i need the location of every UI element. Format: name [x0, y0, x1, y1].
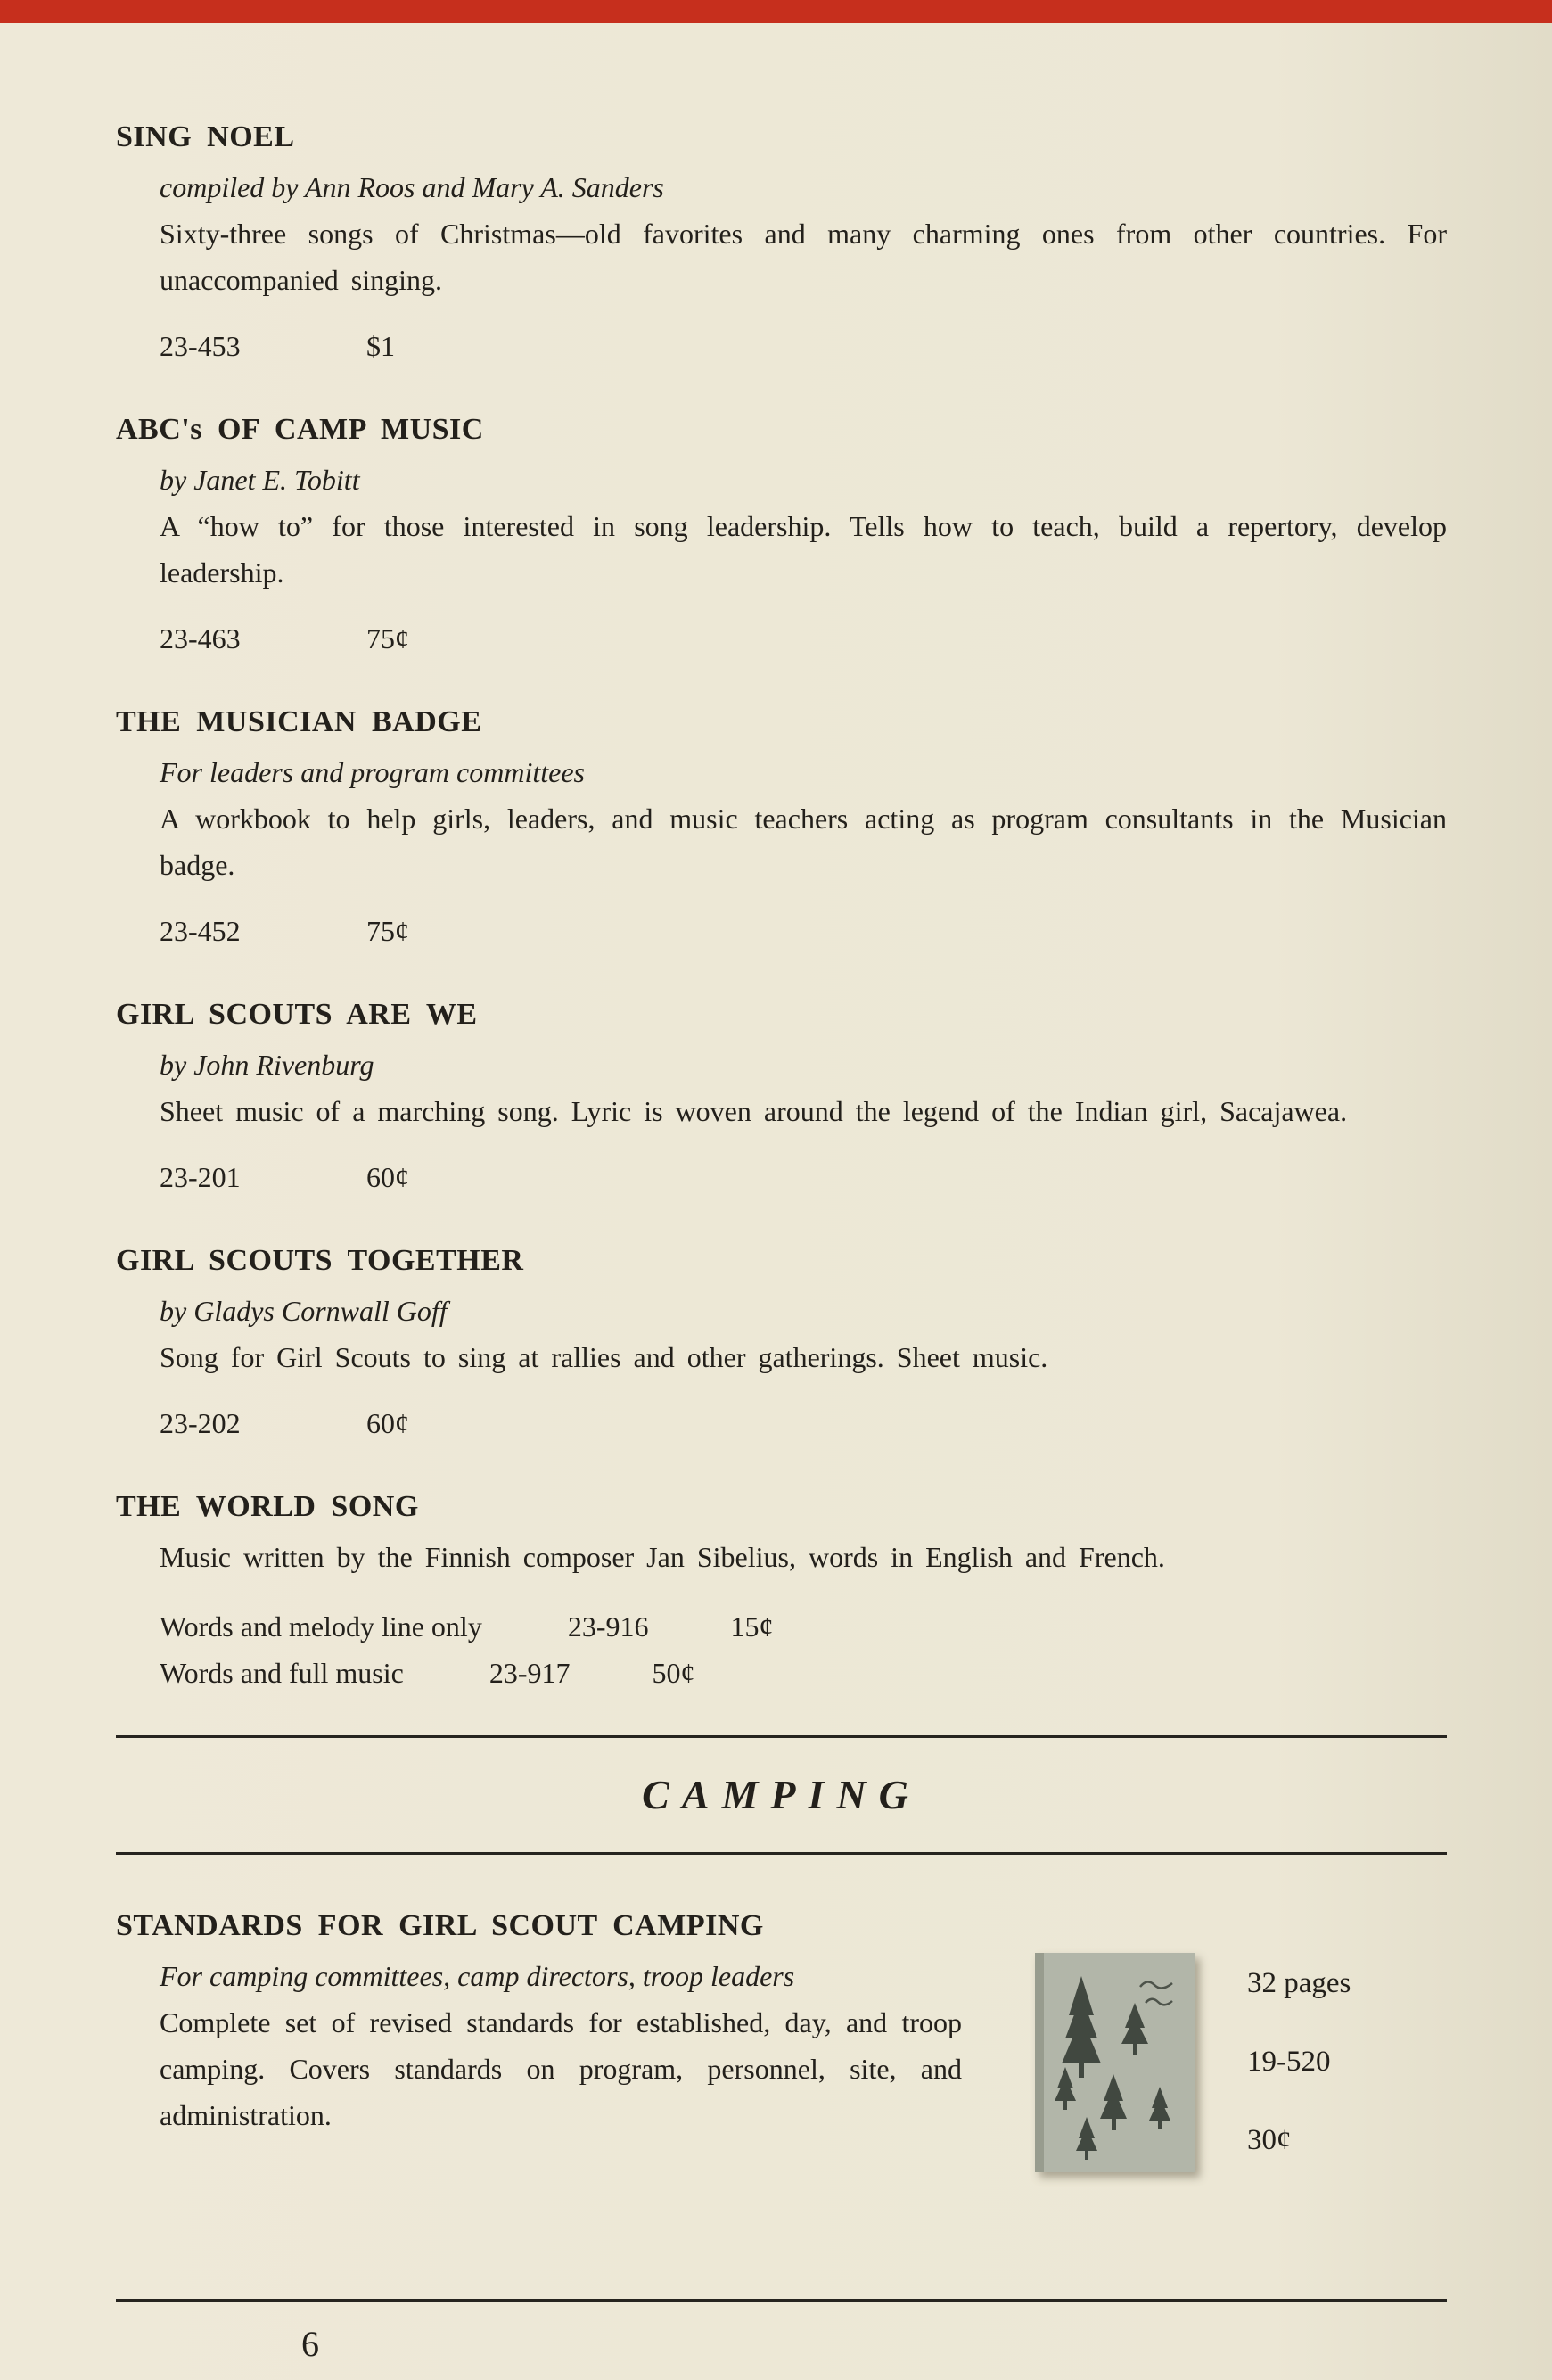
variant-row	[160, 1650, 1447, 1696]
page-number: 6	[301, 2324, 319, 2364]
bottom-rule	[116, 2299, 1447, 2302]
price: 15¢	[730, 1610, 774, 1643]
catalog-code: 23-916	[567, 1610, 649, 1643]
entry-description: Sheet music of a marching song. Lyric is woven around the legend of the Indian girl, Sacajawea.	[160, 1095, 1348, 1127]
price: $1	[366, 330, 395, 362]
catalog-entry	[116, 1239, 1447, 1446]
variant-list	[160, 1603, 1447, 1696]
entry-description: Complete set of revised standards for established, day, and troop camping. Covers standards on program, personnel, site, and administration.	[160, 2006, 962, 2131]
camping-entry	[116, 1905, 1447, 2199]
entry-title: GIRL SCOUTS ARE WE	[116, 998, 478, 1031]
catalog-entry	[116, 701, 1447, 954]
catalog-entry	[116, 993, 1447, 1200]
divider-rule-bottom	[116, 1852, 1447, 1855]
page-count: 32 pages	[1247, 1967, 1351, 1999]
price: 75¢	[366, 622, 409, 655]
variant-label: Words and full music	[160, 1657, 404, 1689]
entry-byline: by John Rivenburg	[160, 1049, 374, 1081]
entry-description: A “how to” for those interested in song leadership. Tells how to teach, build a repertory, develop leadership.	[160, 510, 1447, 589]
catalog-code: 23-917	[489, 1657, 571, 1689]
entry-title: THE WORLD SONG	[116, 1490, 419, 1523]
divider-rule-top	[116, 1735, 1447, 1738]
catalog-code: 23-453	[160, 330, 241, 362]
price: 60¢	[366, 1407, 409, 1439]
pine-trees-illustration	[1035, 1953, 1195, 2172]
section-title: CAMPING	[642, 1772, 921, 1817]
section-divider	[116, 1735, 1447, 1855]
entry-description: Song for Girl Scouts to sing at rallies and other gatherings. Sheet music.	[160, 1341, 1048, 1373]
entry-byline: compiled by Ann Roos and Mary A. Sanders	[160, 171, 664, 203]
variant-row	[160, 1603, 1447, 1650]
entry-title: THE MUSICIAN BADGE	[116, 705, 482, 738]
catalog-entry	[116, 408, 1447, 662]
catalog-code: 23-463	[160, 622, 241, 655]
entry-code-row	[160, 908, 1447, 954]
entry-byline: For leaders and program committees	[160, 756, 585, 788]
entry-title: STANDARDS FOR GIRL SCOUT CAMPING	[116, 1909, 764, 1942]
camping-meta	[1247, 1953, 1351, 2199]
catalog-entry	[116, 1486, 1447, 1696]
entry-title: GIRL SCOUTS TOGETHER	[116, 1244, 524, 1277]
catalog-code: 23-201	[160, 1161, 241, 1193]
page-content	[0, 23, 1552, 2366]
entry-description: A workbook to help girls, leaders, and music teachers acting as program consultants in the Musician badge.	[160, 803, 1447, 881]
price: 50¢	[652, 1657, 695, 1689]
top-edge-strip	[0, 0, 1552, 23]
catalog-code: 23-452	[160, 915, 241, 947]
catalog-entry	[116, 116, 1447, 369]
catalog-code: 23-202	[160, 1407, 241, 1439]
entry-code-row	[160, 323, 1447, 369]
entry-byline: by Gladys Cornwall Goff	[160, 1295, 448, 1327]
variant-label: Words and melody line only	[160, 1610, 482, 1643]
price: 30¢	[1247, 2124, 1292, 2156]
entry-description: Music written by the Finnish composer Jan Sibelius, words in English and French.	[160, 1541, 1165, 1573]
camping-text	[160, 1953, 962, 2138]
book-cover-thumbnail	[1035, 1953, 1195, 2172]
entry-title: SING NOEL	[116, 120, 295, 153]
price: 60¢	[366, 1161, 409, 1193]
entry-title: ABC's OF CAMP MUSIC	[116, 413, 484, 446]
entry-code-row	[160, 615, 1447, 662]
entry-code-row	[160, 1400, 1447, 1446]
catalog-code: 19-520	[1247, 2046, 1331, 2078]
entry-code-row	[160, 1154, 1447, 1200]
price: 75¢	[366, 915, 409, 947]
entry-byline: by Janet E. Tobitt	[160, 464, 360, 496]
entry-byline: For camping committees, camp directors, troop leaders	[160, 1960, 795, 1992]
entry-description: Sixty-three songs of Christmas—old favorites and many charming ones from other countries. For unaccompanied singing.	[160, 218, 1447, 296]
